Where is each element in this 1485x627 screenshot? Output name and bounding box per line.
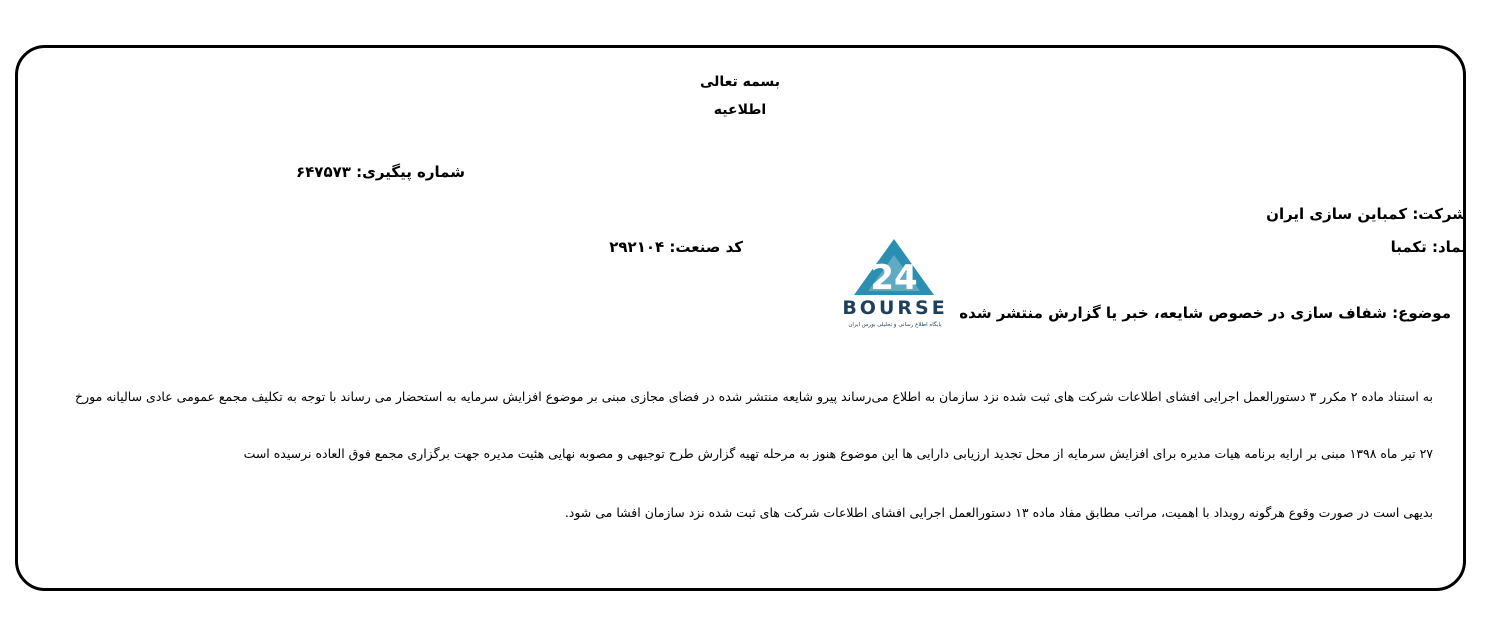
bourse24-logo-mark <box>830 225 960 333</box>
industry-code-label: کد صنعت: <box>669 238 743 256</box>
invocation-heading: بسمه تعالی <box>699 74 781 90</box>
notice-title: اطلاعیه <box>713 102 767 118</box>
tracking-number <box>296 163 465 181</box>
subject-value: شفاف سازی در خصوص شایعه، خبر یا گزارش منتشر شده <box>959 304 1387 322</box>
logo-tagline: پایگاه اطلاع رسانی و تحلیلی بورس ایران <box>848 322 942 328</box>
symbol-field <box>1391 238 1467 256</box>
body-paragraph-2: ۲۷ تیر ماه ۱۳۹۸ مبنی بر ارایه برنامه هیات مدیره برای افزایش سرمایه از محل تجدید ارزیابی دارایی ها این موضوع هنوز به مرحله تهیه گزارش طرح توجیهی و مصوبه نهایی هئیت مدیره جهت برگزاری مجمع فوق العاده نرسیده است <box>243 446 1433 461</box>
industry-code-field <box>609 238 743 256</box>
tracking-value: ۶۴۷۵۷۳ <box>295 163 351 181</box>
company-value: کمباین سازی ایران <box>1266 205 1408 223</box>
industry-code-value: ۲۹۲۱۰۴ <box>609 238 665 256</box>
tracking-label: شماره پیگیری: <box>356 163 465 181</box>
symbol-label: نماد: <box>1431 238 1467 256</box>
logo-brand: BOURSE <box>842 297 948 319</box>
subject-field <box>959 304 1451 322</box>
company-label: شرکت: <box>1412 205 1467 223</box>
symbol-value: تکمبا <box>1390 238 1427 256</box>
subject-label: موضوع: <box>1392 304 1451 322</box>
bourse24-logo <box>830 225 960 333</box>
logo-number: 24 <box>870 258 918 298</box>
company-field <box>1266 205 1467 223</box>
body-paragraph-3: بدیهی است در صورت وقوع هرگونه رویداد با اهمیت، مراتب مطابق مفاد ماده ۱۳ دستورالعمل اجرایی افشای اطلاعات شرکت های ثبت شده نزد سازمان افشا می شود. <box>564 505 1433 520</box>
body-paragraph-1: به استناد ماده ۲ مکرر ۳ دستورالعمل اجرایی افشای اطلاعات شرکت های ثبت شده نزد سازمان به اطلاع می‌رساند پیرو شایعه منتشر شده در فضای مجازی مبنی بر موضوع افزایش سرمایه به استحضار می رساند با توجه به تکلیف مجمع عمومی عادی سالیانه مورخ <box>75 389 1433 404</box>
